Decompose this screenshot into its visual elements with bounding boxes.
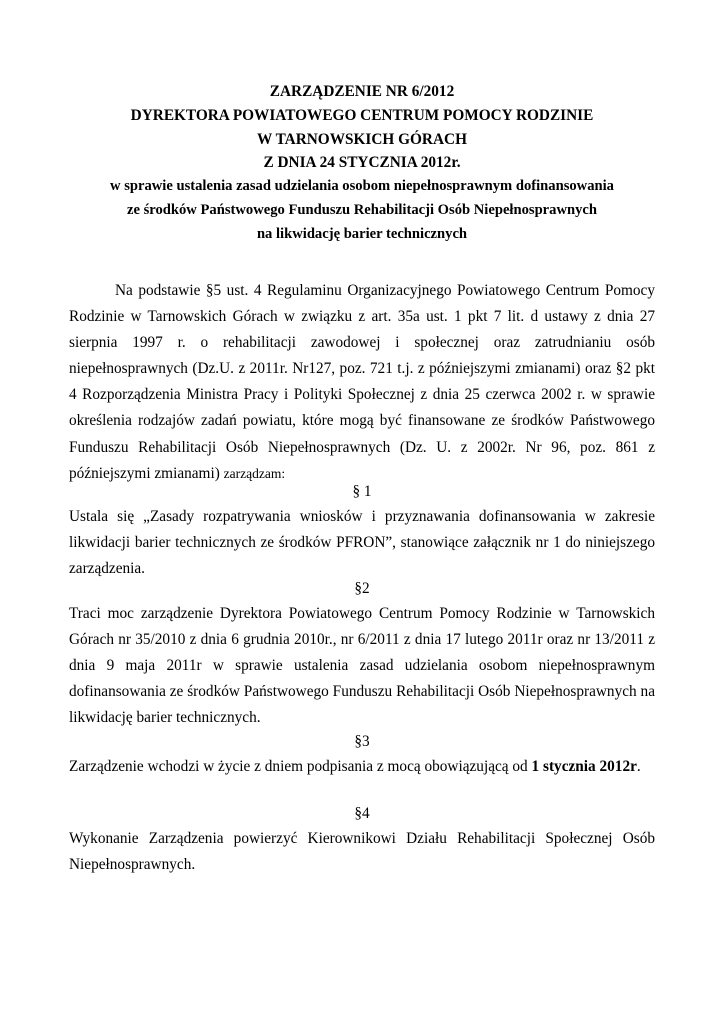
section-4-text-line-2: Niepełnosprawnych. — [69, 856, 196, 874]
legal-basis-text: Na podstawie §5 ust. 4 Regulaminu Organizacyjnego Powiatowego Centrum Pomocy Rodzinie w Tarnowskich Górach w związku z art. 35a ust. 1 pkt 7 lit. d ustawy z dnia 27 sierpnia 1997 r. o rehabilitacji zawodowej i społecznej oraz zatrudnianiu osób niepełnosprawnych (Dz.U. z 2011r. Nr127, poz. 721 t.j. z późniejszymi zmianami) oraz §2 pkt 4 Rozporządzenia Ministra Pracy i Polityki Społecznej z dnia 25 czerwca 2002 r. w sprawie określenia rodzajów zadań powiatu, które mogą być finansowane ze środków Państwowego Funduszu Rehabilitacji Osób Niepełnosprawnych (Dz. U. z 2002r. Nr 96, poz. 861 z późniejszymi zmianami) — [69, 282, 655, 482]
title-line-subject-1: w sprawie ustalenia zasad udzielania osobom niepełnosprawnym dofinansowania — [110, 178, 614, 195]
legal-basis-closing: zarządzam: — [223, 465, 286, 481]
title-line-subject-3: na likwidację barier technicznych — [256, 225, 468, 242]
section-4-heading: §4 — [354, 805, 370, 822]
section-3-text-end: . — [636, 758, 641, 775]
section-4-text — [69, 826, 655, 878]
title-line-subject-2: ze środków Państwowego Funduszu Rehabilitacji Osób Niepełnosprawnych — [126, 201, 598, 218]
section-1-heading: § 1 — [352, 483, 372, 500]
section-3-effective-date: 1 stycznia 2012r — [531, 758, 637, 775]
section-4-text-line-1: Wykonanie Zarządzenia powierzyć Kierownikowi Działu Rehabilitacji Społecznej Osób — [69, 830, 655, 847]
section-3-text-main: Zarządzenie wchodzi w życie z dniem podpisania z mocą obowiązującą od — [69, 758, 528, 775]
section-3-heading: §3 — [354, 733, 370, 750]
document-title — [69, 80, 655, 247]
title-line-issuer: DYREKTORA POWIATOWEGO CENTRUM POMOCY RODZINIE — [130, 106, 594, 124]
legal-basis-paragraph — [69, 278, 655, 487]
section-2-text: Traci moc zarządzenie Dyrektora Powiatowego Centrum Pomocy Rodzinie w Tarnowskich Górach nr 35/2010 z dnia 6 grudnia 2010r., nr 6/2011 z dnia 17 lutego 2011r oraz nr 13/2011 z dnia 9 maja 2011r w sprawie ustalenia zasad udzielania osobom niepełnosprawnym dofinansowania ze środków Państwowego Funduszu Rehabilitacji Osób Niepełnosprawnych na likwidację barier technicznych. — [69, 605, 655, 727]
section-2-heading: §2 — [354, 580, 370, 597]
title-line-ordinance-number: ZARZĄDZENIE NR 6/2012 — [269, 83, 455, 100]
title-line-date: Z DNIA 24 STYCZNIA 2012r. — [263, 154, 461, 172]
section-1-text: Ustala się „Zasady rozpatrywania wniosków i przyznawania dofinansowania w zakresie likwidacji barier technicznych ze środków PFRON”, stanowiące załącznik nr 1 do niniejszego zarządzenia. — [69, 508, 655, 578]
section-3-text — [69, 754, 655, 780]
title-line-location: W TARNOWSKICH GÓRACH — [257, 130, 467, 148]
